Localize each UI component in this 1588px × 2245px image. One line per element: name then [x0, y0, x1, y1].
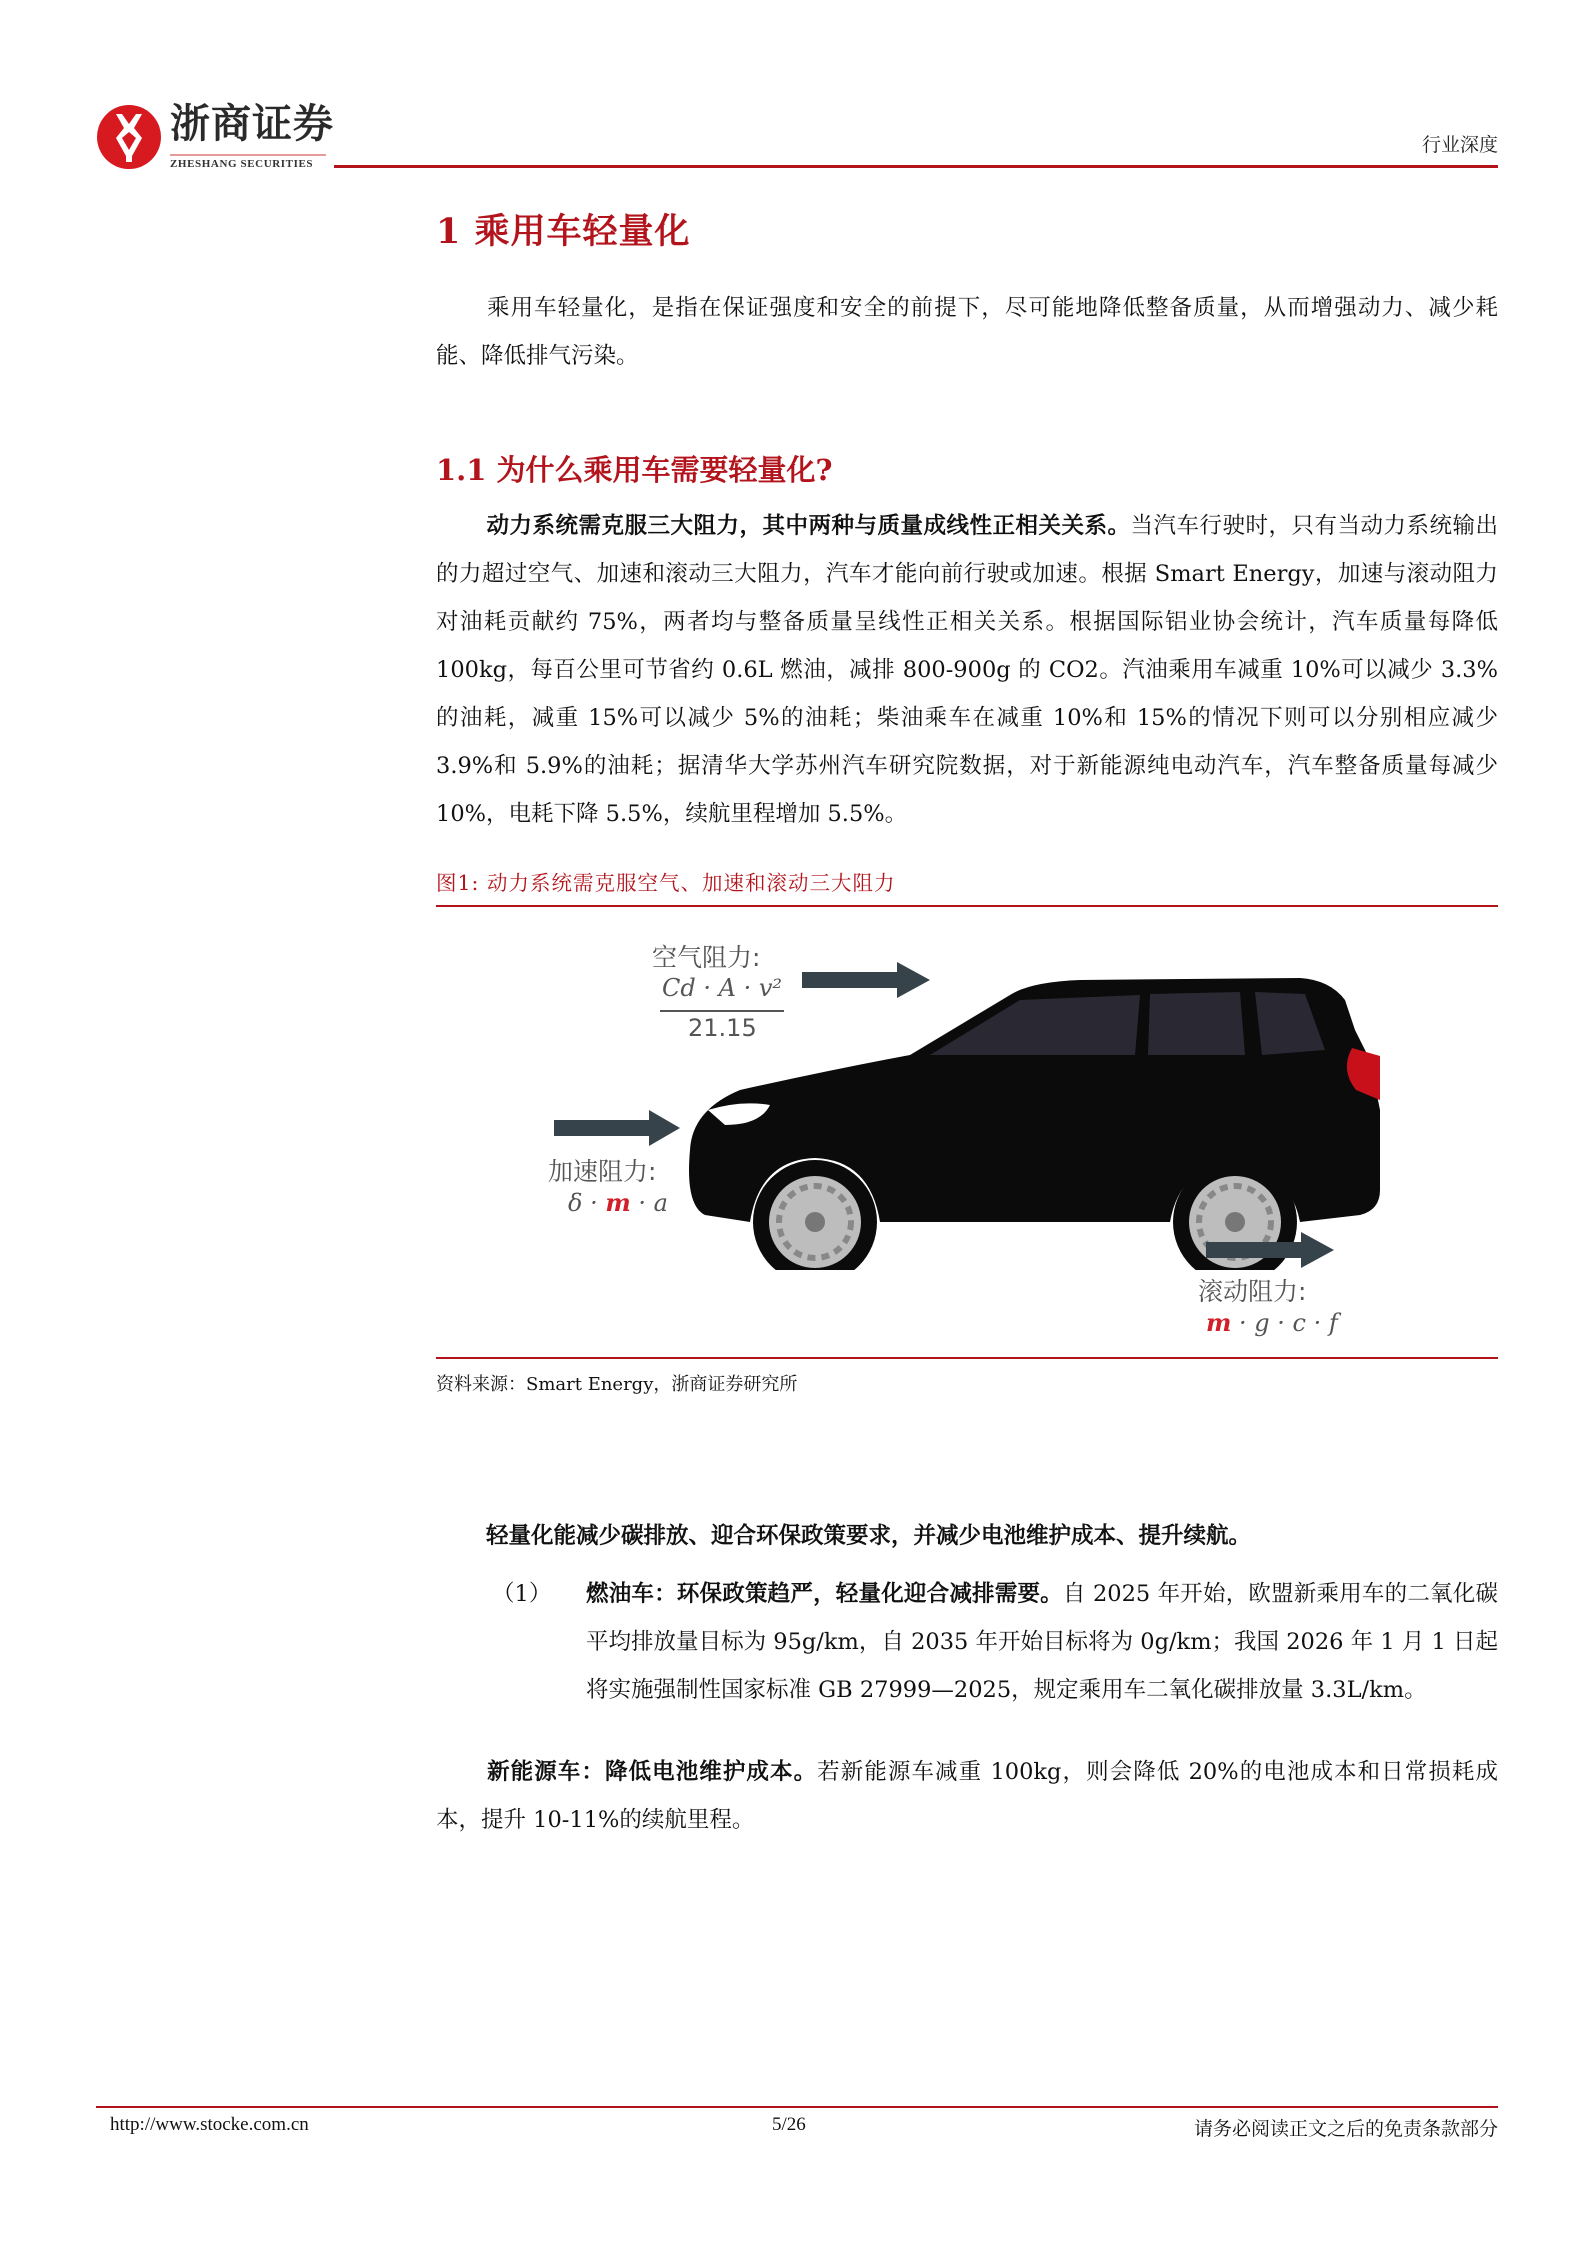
rolling-formula: m · g · c · f — [1206, 1308, 1338, 1337]
list-item-fuel-vehicle — [586, 1570, 1498, 1714]
figure-bottom-rule — [436, 1357, 1498, 1359]
air-resistance-numerator: Cd · A · v² — [662, 974, 783, 1002]
brand-name-cn: 浙商证券 — [170, 101, 334, 147]
figure-title: 图1: 动力系统需克服空气、加速和滚动三大阻力 — [436, 871, 896, 895]
ev-paragraph — [436, 1748, 1498, 1844]
paragraph-lead: 动力系统需克服三大阻力，其中两种与质量成线性正相关关系。 — [486, 513, 1131, 539]
emission-lead-text: 轻量化能减少碳排放、迎合环保政策要求，并减少电池维护成本、提升续航。 — [486, 1523, 1252, 1549]
rolling-resistance-label: 滚动阻力: — [1198, 1277, 1307, 1306]
suv-car-icon — [680, 960, 1380, 1270]
footer-divider — [96, 2106, 1498, 2108]
rolling-resistance-arrow-icon — [1206, 1232, 1334, 1268]
air-resistance-label: 空气阻力: — [652, 943, 761, 972]
air-resistance-arrow-icon — [802, 962, 930, 998]
section-intro — [436, 284, 1498, 380]
air-resistance-denominator: 21.15 — [688, 1014, 757, 1042]
acceleration-arrow-icon — [554, 1110, 680, 1146]
page-number: 5/26 — [772, 2114, 806, 2135]
zheshang-logo-icon — [96, 104, 162, 170]
intro-text: 乘用车轻量化，是指在保证强度和安全的前提下，尽可能地降低整备质量，从而增强动力、减少耗能、降低排气污染。 — [436, 295, 1498, 369]
fuel-vehicle-text: 自 2025 年开始，欧盟新乘用车的二氧化碳平均排放量目标为 95g/km，自 2035 年开始目标将为 0g/km；我国 2026 年 1 月 1 日起将实施强制性国家标准 GB 27999—2025，规定乘用车二氧化碳排放量 3.3L/km。 — [586, 1581, 1498, 1703]
fuel-vehicle-lead: 燃油车：环保政策趋严，轻量化迎合减排需要。 — [586, 1581, 1063, 1607]
footer-url-link[interactable]: http://www.stocke.com.cn — [110, 2114, 309, 2135]
acceleration-resistance-label: 加速阻力: — [548, 1157, 657, 1186]
section-title: 1 乘用车轻量化 — [436, 211, 691, 252]
brand-name-en: ZHESHANG SECURITIES — [170, 158, 314, 170]
report-type: 行业深度 — [1421, 134, 1498, 156]
subsection-title: 1.1 为什么乘用车需要轻量化? — [436, 453, 833, 487]
ev-text: 若新能源车减重 100kg，则会降低 20%的电池成本和日常损耗成本，提升 10-11%的续航里程。 — [436, 1759, 1498, 1833]
emission-lead — [436, 1512, 1498, 1560]
disclaimer-note: 请务必阅读正文之后的免责条款部分 — [1193, 2118, 1498, 2140]
header-divider — [334, 165, 1498, 168]
list-item-number: （1） — [492, 1581, 552, 1607]
resistance-diagram — [540, 920, 1420, 1350]
ev-lead: 新能源车：降低电池维护成本。 — [486, 1759, 818, 1785]
figure-source: 资料来源：Smart Energy，浙商证券研究所 — [436, 1374, 798, 1395]
resistance-paragraph — [436, 502, 1498, 838]
paragraph-body: 当汽车行驶时，只有当动力系统输出的力超过空气、加速和滚动三大阻力，汽车才能向前行驶或加速。根据 Smart Energy，加速与滚动阻力对油耗贡献约 75%，两者均与整备质量呈线性正相关关系。根据国际铝业协会统计，汽车质量每降低 100kg，每百公里可节省约 0.6L 燃油，减排 800-900g 的 CO2。汽油乘用车减重 10%可以减少 3.3%的油耗，减重 15%可以减少 5%的油耗；柴油乘车在减重 10%和 15%的情况下则可以分别相应减少 3.9%和 5.9%的油耗；据清华大学苏州汽车研究院数据，对于新能源纯电动汽车，汽车整备质量每减少 10%，电耗下降 5.5%，续航里程增加 5.5%。 — [436, 513, 1498, 827]
brand-underline — [170, 154, 326, 156]
figure-top-rule — [436, 905, 1498, 907]
acceleration-formula: δ · m · a — [568, 1188, 668, 1217]
fraction-bar — [660, 1010, 784, 1012]
